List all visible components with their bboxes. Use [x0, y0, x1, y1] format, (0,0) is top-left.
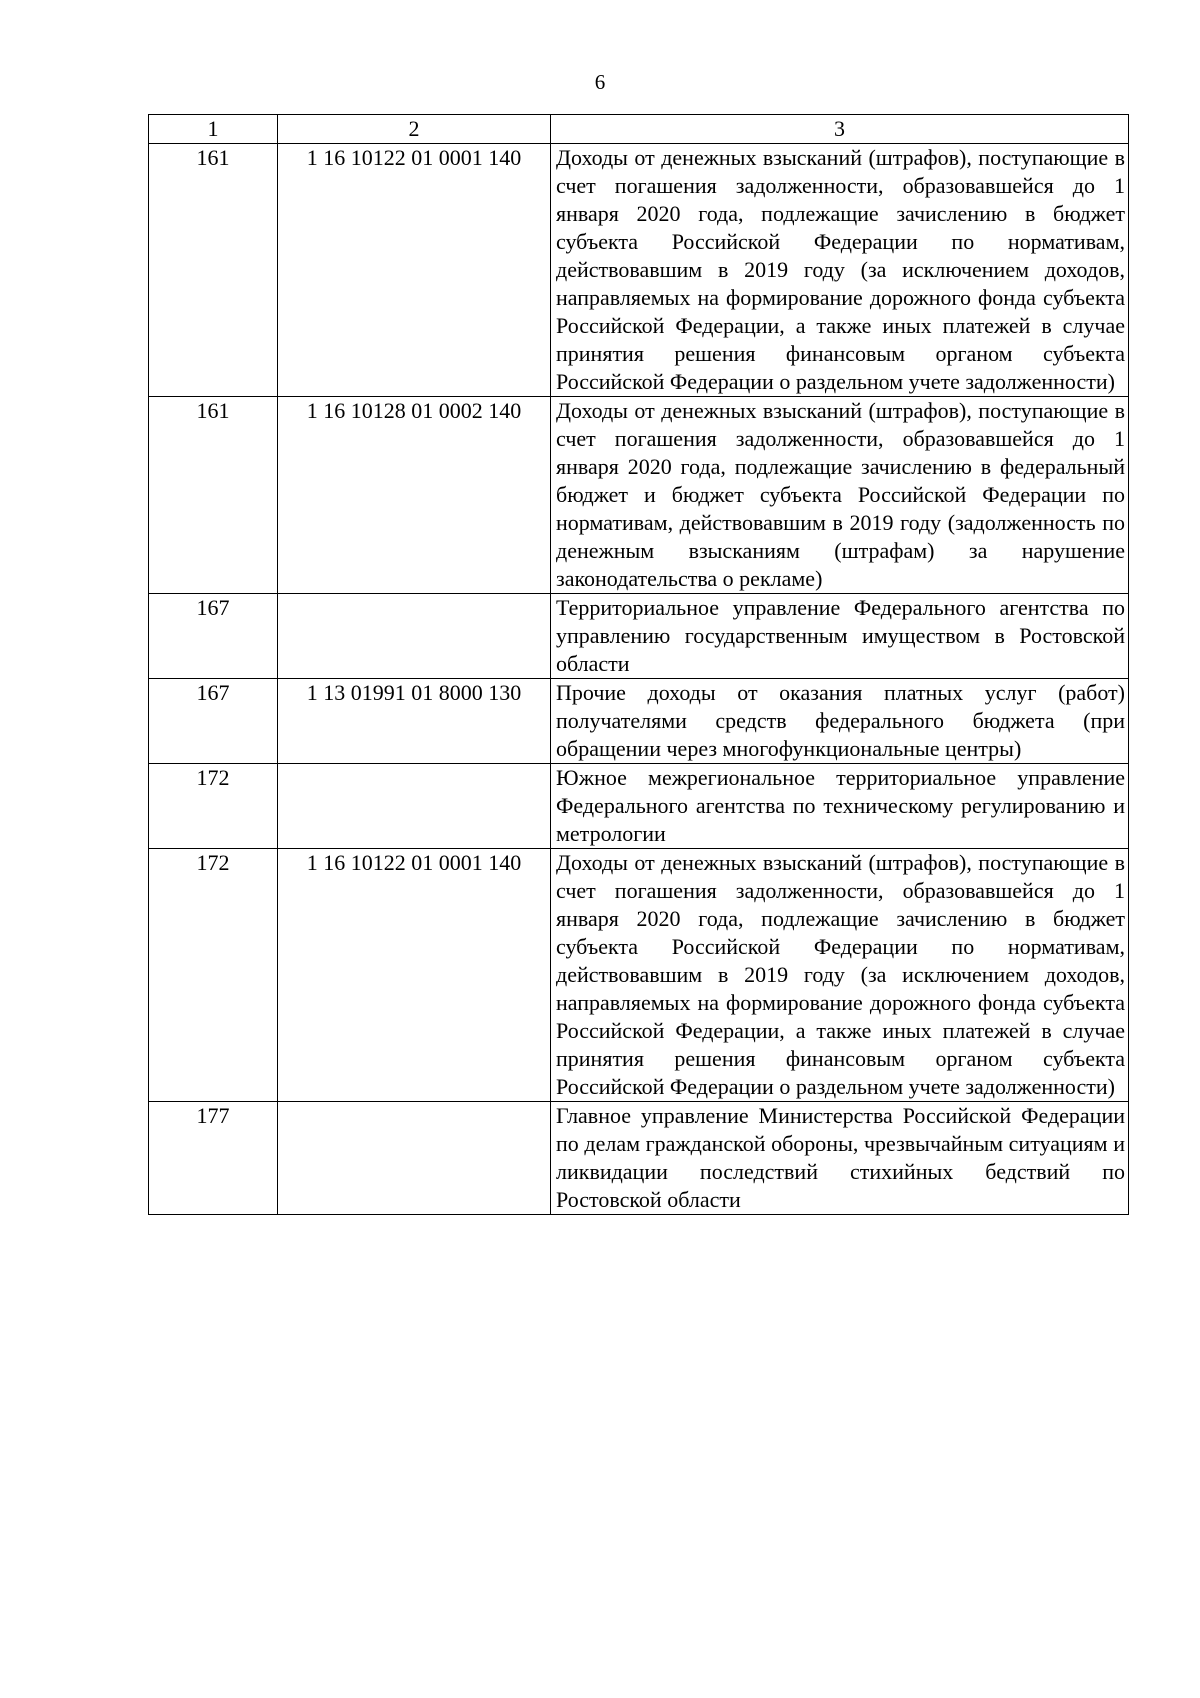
column-header-3: 3: [551, 115, 1129, 144]
revenue-table: [148, 114, 1129, 1215]
column-header-2: 2: [278, 115, 551, 144]
admin-code-cell: 167: [149, 594, 278, 679]
budget-code-cell: [278, 594, 551, 679]
budget-code-cell: [278, 1102, 551, 1215]
table-row: [149, 849, 1129, 1102]
admin-code-cell: 177: [149, 1102, 278, 1215]
description-cell: Доходы от денежных взысканий (штрафов), поступающие в счет погашения задолженности, образовавшейся до 1 января 2020 года, подлежащие зачислению в федеральный бюджет и бюджет субъекта Российской Федерации по нормативам, действовавшим в 2019 году (задолженность по денежным взысканиям (штрафам) за нарушение законодательства о рекламе): [551, 397, 1129, 594]
admin-code-cell: 161: [149, 144, 278, 397]
admin-code-cell: 172: [149, 764, 278, 849]
admin-code-cell: 167: [149, 679, 278, 764]
budget-code-cell: 1 16 10128 01 0002 140: [278, 397, 551, 594]
table-row: [149, 679, 1129, 764]
description-cell: Доходы от денежных взысканий (штрафов), поступающие в счет погашения задолженности, образовавшейся до 1 января 2020 года, подлежащие зачислению в бюджет субъекта Российской Федерации по нормативам, действовавшим в 2019 году (за исключением доходов, направляемых на формирование дорожного фонда субъекта Российской Федерации, а также иных платежей в случае принятия решения финансовым органом субъекта Российской Федерации о раздельном учете задолженности): [551, 144, 1129, 397]
table-row: [149, 1102, 1129, 1215]
page-number: 6: [594, 70, 606, 94]
table-row: [149, 397, 1129, 594]
budget-code-cell: 1 16 10122 01 0001 140: [278, 144, 551, 397]
admin-code-cell: 161: [149, 397, 278, 594]
budget-code-cell: [278, 764, 551, 849]
table-row: [149, 594, 1129, 679]
description-cell: Прочие доходы от оказания платных услуг (работ) получателями средств федерального бюджета (при обращении через многофункциональные центры): [551, 679, 1129, 764]
description-cell: Южное межрегиональное территориальное управление Федерального агентства по техническому регулированию и метрологии: [551, 764, 1129, 849]
table-row: [149, 764, 1129, 849]
table-row: [149, 144, 1129, 397]
table-header-row: [149, 115, 1129, 144]
budget-code-cell: 1 13 01991 01 8000 130: [278, 679, 551, 764]
description-cell: Доходы от денежных взысканий (штрафов), поступающие в счет погашения задолженности, образовавшейся до 1 января 2020 года, подлежащие зачислению в бюджет субъекта Российской Федерации по нормативам, действовавшим в 2019 году (за исключением доходов, направляемых на формирование дорожного фонда субъекта Российской Федерации, а также иных платежей в случае принятия решения финансовым органом субъекта Российской Федерации о раздельном учете задолженности): [551, 849, 1129, 1102]
budget-code-cell: 1 16 10122 01 0001 140: [278, 849, 551, 1102]
admin-code-cell: 172: [149, 849, 278, 1102]
column-header-1: 1: [149, 115, 278, 144]
description-cell: Территориальное управление Федерального агентства по управлению государственным имуществом в Ростовской области: [551, 594, 1129, 679]
description-cell: Главное управление Министерства Российской Федерации по делам гражданской обороны, чрезвычайным ситуациям и ликвидации последствий стихийных бедствий по Ростовской области: [551, 1102, 1129, 1215]
